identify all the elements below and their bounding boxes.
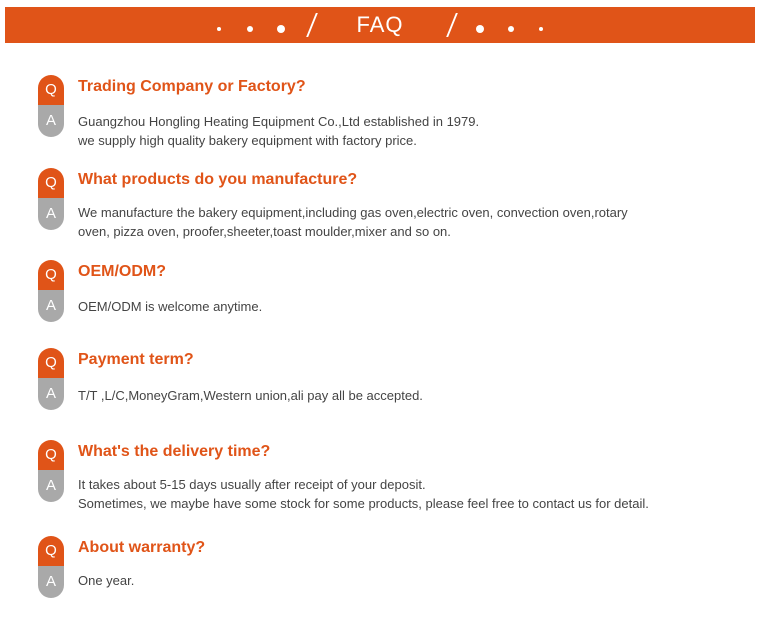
answer-badge: A bbox=[38, 105, 64, 137]
question-badge: Q bbox=[38, 348, 64, 378]
faq-item bbox=[0, 348, 760, 418]
faq-answer bbox=[78, 112, 479, 150]
faq-question: Trading Company or Factory? bbox=[78, 78, 306, 95]
faq-header-banner bbox=[5, 7, 755, 43]
faq-item bbox=[0, 75, 760, 155]
answer-badge: A bbox=[38, 566, 64, 598]
answer-badge: A bbox=[38, 198, 64, 230]
faq-answer-line: we supply high quality bakery equipment with factory price. bbox=[78, 133, 417, 148]
faq-question: What's the delivery time? bbox=[78, 443, 271, 460]
faq-answer bbox=[78, 475, 649, 513]
faq-answer-line: We manufacture the bakery equipment,including gas oven,electric oven, convection oven,rotary bbox=[78, 205, 628, 220]
faq-item bbox=[0, 440, 760, 520]
faq-question: Payment term? bbox=[78, 351, 194, 368]
faq-answer-line: Guangzhou Hongling Heating Equipment Co.,Ltd established in 1979. bbox=[78, 114, 480, 129]
faq-answer-line: Sometimes, we maybe have some stock for some products, please feel free to contact us for detail. bbox=[78, 496, 649, 511]
faq-answer-line: OEM/ODM is welcome anytime. bbox=[78, 299, 263, 314]
question-badge: Q bbox=[38, 260, 64, 290]
dot-icon bbox=[476, 25, 484, 33]
question-badge: Q bbox=[38, 75, 64, 105]
faq-answer-line: One year. bbox=[78, 573, 135, 588]
faq-question: OEM/ODM? bbox=[78, 263, 166, 280]
dot-icon bbox=[539, 27, 543, 31]
question-badge: Q bbox=[38, 440, 64, 470]
question-badge: Q bbox=[38, 168, 64, 198]
faq-item bbox=[0, 260, 760, 330]
answer-badge: A bbox=[38, 470, 64, 502]
faq-item bbox=[0, 168, 760, 248]
dot-icon bbox=[508, 26, 514, 32]
faq-answer bbox=[78, 297, 262, 316]
page-title: FAQ bbox=[356, 12, 404, 37]
faq-item bbox=[0, 536, 760, 608]
answer-badge: A bbox=[38, 378, 64, 410]
faq-answer-line: oven, pizza oven, proofer,sheeter,toast moulder,mixer and so on. bbox=[78, 224, 451, 239]
faq-question: What products do you manufacture? bbox=[78, 171, 358, 188]
question-badge: Q bbox=[38, 536, 64, 566]
faq-answer bbox=[78, 386, 423, 405]
answer-badge: A bbox=[38, 290, 64, 322]
faq-answer bbox=[78, 203, 628, 241]
faq-answer bbox=[78, 571, 134, 590]
faq-answer-line: It takes about 5-15 days usually after receipt of your deposit. bbox=[78, 477, 426, 492]
faq-question: About warranty? bbox=[78, 539, 206, 556]
faq-answer-line: T/T ,L/C,MoneyGram,Western union,ali pay all be accepted. bbox=[78, 388, 423, 403]
